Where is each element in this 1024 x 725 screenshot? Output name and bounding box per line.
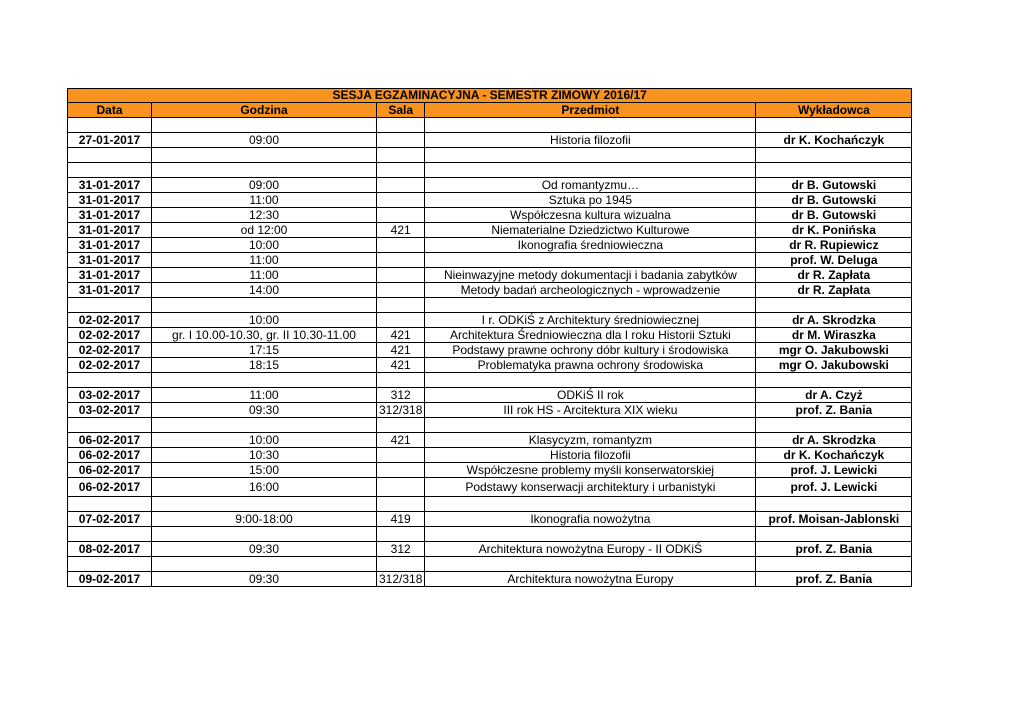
- time-cell: 18:15: [152, 358, 377, 373]
- table-row: [68, 313, 912, 328]
- lecturer-cell: [756, 298, 912, 313]
- subject-cell: Architektura Średniowieczna dla I roku Historii Sztuki: [425, 328, 756, 343]
- lecturer-cell: dr R. Zapłata: [756, 268, 912, 283]
- lecturer-cell: dr R. Rupiewicz: [756, 238, 912, 253]
- subject-cell: Niematerialne Dziedzictwo Kulturowe: [425, 223, 756, 238]
- lecturer-cell: dr K. Ponińska: [756, 223, 912, 238]
- room-cell: [377, 133, 425, 148]
- table-row: [68, 403, 912, 418]
- time-cell: od 12:00: [152, 223, 377, 238]
- room-cell: [377, 557, 425, 572]
- table-row: [68, 208, 912, 223]
- room-cell: [377, 163, 425, 178]
- header-godzina: Godzina: [152, 103, 377, 118]
- subject-cell: Klasycyzm, romantyzm: [425, 433, 756, 448]
- time-cell: 12:30: [152, 208, 377, 223]
- lecturer-cell: prof. W. Deluga: [756, 253, 912, 268]
- time-cell: gr. I 10.00-10.30, gr. II 10.30-11.00: [152, 328, 377, 343]
- table-row: [68, 448, 912, 463]
- exam-schedule-table: [67, 88, 912, 587]
- subject-cell: Architektura nowożytna Europy - II ODKiŚ: [425, 542, 756, 557]
- subject-cell: ODKiŚ II rok: [425, 388, 756, 403]
- time-cell: [152, 148, 377, 163]
- subject-cell: [425, 418, 756, 433]
- spacer-row: [68, 118, 912, 133]
- spacer-row: [68, 298, 912, 313]
- date-cell: 03-02-2017: [68, 388, 152, 403]
- subject-cell: [425, 253, 756, 268]
- lecturer-cell: [756, 118, 912, 133]
- lecturer-cell: prof. Moisan-Jablonski: [756, 512, 912, 527]
- room-cell: 312/318: [377, 572, 425, 587]
- time-cell: [152, 373, 377, 388]
- subject-cell: Metody badań archeologicznych - wprowadzenie: [425, 283, 756, 298]
- lecturer-cell: prof. J. Lewicki: [756, 478, 912, 497]
- room-cell: [377, 208, 425, 223]
- date-cell: 07-02-2017: [68, 512, 152, 527]
- time-cell: 11:00: [152, 388, 377, 403]
- spacer-row: [68, 163, 912, 178]
- date-cell: 31-01-2017: [68, 178, 152, 193]
- room-cell: 312: [377, 542, 425, 557]
- room-cell: [377, 463, 425, 478]
- room-cell: 421: [377, 328, 425, 343]
- header-przedmiot: Przedmiot: [425, 103, 756, 118]
- lecturer-cell: dr K. Kochańczyk: [756, 133, 912, 148]
- time-cell: 09:00: [152, 133, 377, 148]
- room-cell: [377, 238, 425, 253]
- date-cell: [68, 497, 152, 512]
- time-cell: [152, 497, 377, 512]
- table-row: [68, 328, 912, 343]
- subject-cell: Problematyka prawna ochrony środowiska: [425, 358, 756, 373]
- table-title: SESJA EGZAMINACYJNA - SEMESTR ZIMOWY 2016/17: [68, 89, 912, 103]
- lecturer-cell: [756, 373, 912, 388]
- date-cell: 06-02-2017: [68, 448, 152, 463]
- subject-cell: [425, 557, 756, 572]
- table-row: [68, 463, 912, 478]
- table-row: [68, 238, 912, 253]
- subject-cell: Ikonografia średniowieczna: [425, 238, 756, 253]
- table-row: [68, 572, 912, 587]
- subject-cell: Sztuka po 1945: [425, 193, 756, 208]
- table-row: [68, 268, 912, 283]
- room-cell: [377, 527, 425, 542]
- subject-cell: I r. ODKiŚ z Architektury średniowiecznej: [425, 313, 756, 328]
- room-cell: [377, 497, 425, 512]
- subject-cell: Ikonografia nowożytna: [425, 512, 756, 527]
- room-cell: [377, 418, 425, 433]
- date-cell: 31-01-2017: [68, 208, 152, 223]
- date-cell: 03-02-2017: [68, 403, 152, 418]
- date-cell: [68, 298, 152, 313]
- date-cell: 09-02-2017: [68, 572, 152, 587]
- subject-cell: [425, 148, 756, 163]
- subject-cell: Podstawy prawne ochrony dóbr kultury i środowiska: [425, 343, 756, 358]
- time-cell: [152, 418, 377, 433]
- room-cell: [377, 313, 425, 328]
- lecturer-cell: dr B. Gutowski: [756, 178, 912, 193]
- subject-cell: Historia filozofii: [425, 448, 756, 463]
- table-row: [68, 253, 912, 268]
- lecturer-cell: dr A. Czyż: [756, 388, 912, 403]
- header-wykladowca: Wykładowca: [756, 103, 912, 118]
- date-cell: 31-01-2017: [68, 253, 152, 268]
- subject-cell: [425, 163, 756, 178]
- lecturer-cell: dr A. Skrodzka: [756, 433, 912, 448]
- time-cell: [152, 557, 377, 572]
- time-cell: 11:00: [152, 193, 377, 208]
- time-cell: 09:30: [152, 572, 377, 587]
- spacer-row: [68, 557, 912, 572]
- room-cell: [377, 118, 425, 133]
- lecturer-cell: mgr O. Jakubowski: [756, 358, 912, 373]
- room-cell: [377, 193, 425, 208]
- lecturer-cell: mgr O. Jakubowski: [756, 343, 912, 358]
- time-cell: 10:00: [152, 433, 377, 448]
- date-cell: 02-02-2017: [68, 328, 152, 343]
- room-cell: 421: [377, 433, 425, 448]
- spacer-row: [68, 527, 912, 542]
- spacer-row: [68, 418, 912, 433]
- date-cell: [68, 418, 152, 433]
- date-cell: 31-01-2017: [68, 283, 152, 298]
- spacer-row: [68, 148, 912, 163]
- table-row: [68, 223, 912, 238]
- time-cell: 10:00: [152, 313, 377, 328]
- time-cell: 15:00: [152, 463, 377, 478]
- lecturer-cell: dr M. Wiraszka: [756, 328, 912, 343]
- table-row: [68, 512, 912, 527]
- table-row: [68, 343, 912, 358]
- lecturer-cell: dr B. Gutowski: [756, 193, 912, 208]
- table-row: [68, 133, 912, 148]
- time-cell: [152, 118, 377, 133]
- time-cell: 10:00: [152, 238, 377, 253]
- subject-cell: Podstawy konserwacji architektury i urbanistyki: [425, 478, 756, 497]
- lecturer-cell: [756, 527, 912, 542]
- date-cell: [68, 373, 152, 388]
- room-cell: [377, 283, 425, 298]
- time-cell: 14:00: [152, 283, 377, 298]
- date-cell: 02-02-2017: [68, 313, 152, 328]
- time-cell: [152, 527, 377, 542]
- table-row: [68, 433, 912, 448]
- subject-cell: Współczesne problemy myśli konserwatorskiej: [425, 463, 756, 478]
- room-cell: [377, 298, 425, 313]
- header-data: Data: [68, 103, 152, 118]
- date-cell: 02-02-2017: [68, 343, 152, 358]
- time-cell: [152, 163, 377, 178]
- lecturer-cell: [756, 497, 912, 512]
- date-cell: 02-02-2017: [68, 358, 152, 373]
- date-cell: [68, 148, 152, 163]
- table-row: [68, 388, 912, 403]
- date-cell: 31-01-2017: [68, 268, 152, 283]
- subject-cell: Nieinwazyjne metody dokumentacji i badania zabytków: [425, 268, 756, 283]
- subject-cell: [425, 497, 756, 512]
- room-cell: [377, 478, 425, 497]
- lecturer-cell: dr K. Kochańczyk: [756, 448, 912, 463]
- room-cell: 312: [377, 388, 425, 403]
- time-cell: 9:00-18:00: [152, 512, 377, 527]
- room-cell: 312/318: [377, 403, 425, 418]
- subject-cell: Historia filozofii: [425, 133, 756, 148]
- room-cell: 421: [377, 358, 425, 373]
- time-cell: 16:00: [152, 478, 377, 497]
- date-cell: [68, 557, 152, 572]
- subject-cell: Od romantyzmu…: [425, 178, 756, 193]
- lecturer-cell: prof. Z. Bania: [756, 403, 912, 418]
- room-cell: 421: [377, 223, 425, 238]
- room-cell: [377, 448, 425, 463]
- table-row: [68, 283, 912, 298]
- time-cell: 11:00: [152, 253, 377, 268]
- title-row: [68, 89, 912, 103]
- header-row: [68, 103, 912, 118]
- table-row: [68, 542, 912, 557]
- lecturer-cell: prof. Z. Bania: [756, 542, 912, 557]
- time-cell: 09:30: [152, 542, 377, 557]
- date-cell: 06-02-2017: [68, 433, 152, 448]
- date-cell: 06-02-2017: [68, 478, 152, 497]
- lecturer-cell: [756, 557, 912, 572]
- room-cell: 421: [377, 343, 425, 358]
- subject-cell: Architektura nowożytna Europy: [425, 572, 756, 587]
- table-row: [68, 178, 912, 193]
- room-cell: [377, 253, 425, 268]
- time-cell: 17:15: [152, 343, 377, 358]
- lecturer-cell: dr B. Gutowski: [756, 208, 912, 223]
- lecturer-cell: [756, 163, 912, 178]
- time-cell: 09:00: [152, 178, 377, 193]
- subject-cell: [425, 527, 756, 542]
- date-cell: [68, 163, 152, 178]
- date-cell: 31-01-2017: [68, 238, 152, 253]
- time-cell: 11:00: [152, 268, 377, 283]
- date-cell: 08-02-2017: [68, 542, 152, 557]
- date-cell: 06-02-2017: [68, 463, 152, 478]
- lecturer-cell: prof. J. Lewicki: [756, 463, 912, 478]
- subject-cell: Współczesna kultura wizualna: [425, 208, 756, 223]
- time-cell: 09:30: [152, 403, 377, 418]
- spacer-row: [68, 497, 912, 512]
- subject-cell: [425, 298, 756, 313]
- time-cell: 10:30: [152, 448, 377, 463]
- lecturer-cell: prof. Z. Bania: [756, 572, 912, 587]
- subject-cell: III rok HS - Arcitektura XIX wieku: [425, 403, 756, 418]
- room-cell: [377, 178, 425, 193]
- subject-cell: [425, 373, 756, 388]
- lecturer-cell: [756, 148, 912, 163]
- table-row: [68, 478, 912, 497]
- table-row: [68, 358, 912, 373]
- date-cell: 27-01-2017: [68, 133, 152, 148]
- lecturer-cell: [756, 418, 912, 433]
- header-sala: Sala: [377, 103, 425, 118]
- date-cell: [68, 118, 152, 133]
- lecturer-cell: dr A. Skrodzka: [756, 313, 912, 328]
- lecturer-cell: dr R. Zapłata: [756, 283, 912, 298]
- subject-cell: [425, 118, 756, 133]
- room-cell: [377, 268, 425, 283]
- room-cell: [377, 373, 425, 388]
- spacer-row: [68, 373, 912, 388]
- date-cell: 31-01-2017: [68, 193, 152, 208]
- date-cell: 31-01-2017: [68, 223, 152, 238]
- time-cell: [152, 298, 377, 313]
- table-row: [68, 193, 912, 208]
- room-cell: 419: [377, 512, 425, 527]
- date-cell: [68, 527, 152, 542]
- room-cell: [377, 148, 425, 163]
